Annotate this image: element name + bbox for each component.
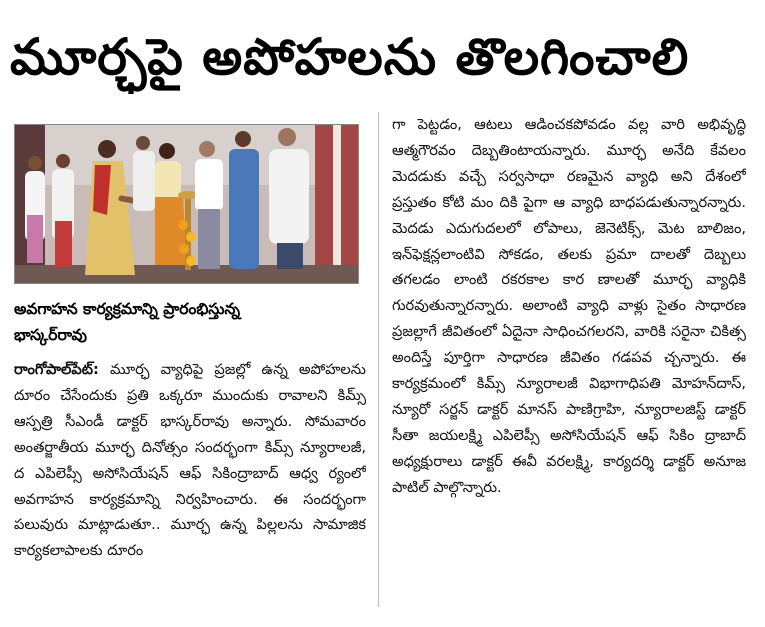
dateline: రాంగోపాల్‌పేట్: [14,361,99,378]
photo-caption-line: భాస్కర్‌రావు [14,326,87,344]
article-text: గా పెట్టడం, ఆటలు ఆడించకపోవడం వల్ల వారి అభివృద్ధి ఆత్మగౌరవం దెబ్బతింటాయన్నారు. మూర్ఛ అనేది కేవలం మెదడుకు వచ్చే సర్వసాధా రణమైన వ్యాధి అని దేశంలో ప్రస్తుతం కోటి మం దికి పైగా ఆ వ్యాధి బాధపడుతున్నారన్నారు. మెదడు ఎదుగుదలలో లోపాలు, జెనెటిక్స్, మెట బాలిజం, ఇన్‌ఫెక్షన్లలాంటివి సోకడం, తలకు ప్రమా దాలతో దెబ్బలు తగలడం లాంటి రకరకాల కార ణాలతో మూర్ఛ వ్యాధికి గురవుతున్నారన్నారు. అలాంటి వ్యాధి వాళ్లు సైతం సాధారణ ప్రజల్లాగే జీవితంలో ఏదైనా సాధించగలరని, వారికి సరైనా చికిత్స అందిస్తే పూర్తిగా సాధారణ జీవితం గడపవ చ్చన్నారు. ఈ కార్యక్రమంలో కిమ్స్ న్యూరాలజీ విభాగాధిపతి మోహన్‌దాస్, న్యూరో సర్జన్ డాక్టర్ మానస్ పాణిగ్రాహి, న్యూరాలజిస్ట్ డాక్టర్ సీతా జయలక్ష్మి ఎపిలెప్సీ అసోసియేషన్ ఆఫ్ సికిం ద్రాబాద్ అధ్యక్షురాలు డాక్టర్ ఈవీ వరలక్ష్మి, కార్యదర్శి డాక్టర్ అనూజ పాటిల్ పాల్గొన్నారు. [392,116,746,496]
article-text: మూర్ఛ వ్యాధిపై ప్రజల్లో ఉన్న అపోహలను దూరం చేసేందుకు ప్రతి ఒక్కరూ ముందుకు రావాలని కిమ్స్ ఆస్పత్రి సీఎండీ డాక్టర్ భాస్కర్‌రావు అన్నారు. సోమవారం అంతర్జాతీయ మూర్ఛ దినోత్సం సందర్భంగా కిమ్స్ న్యూరాలజీ, ద ఎపిలెప్సీ అసోసియేషన్ ఆఫ్ సికింద్రాబాద్ ఆధ్వ ర్యంలో అవగాహన కార్యక్రమాన్ని నిర్వహించారు. ఈ సందర్భంగా పలువురు మాట్లాడుతూ.. మూర్ఛ ఉన్న పిల్లలను సామాజిక కార్యకలాపాలకు దూరం [14,361,366,560]
article-column-right [392,112,746,607]
person-figure [52,154,74,267]
event-photo [14,124,359,284]
photo-caption-line: అవగాహన కార్యక్రమాన్ని ప్రారంభిస్తున్న [14,300,241,318]
headline: మూర్ఛపై అపోహలను తొలగించాలి [10,28,690,86]
person-figure [229,131,259,269]
photo-caption [14,296,364,348]
person-figure [195,141,223,269]
article-column-left [14,357,366,607]
person-figure [25,156,45,263]
column-divider [378,112,379,607]
